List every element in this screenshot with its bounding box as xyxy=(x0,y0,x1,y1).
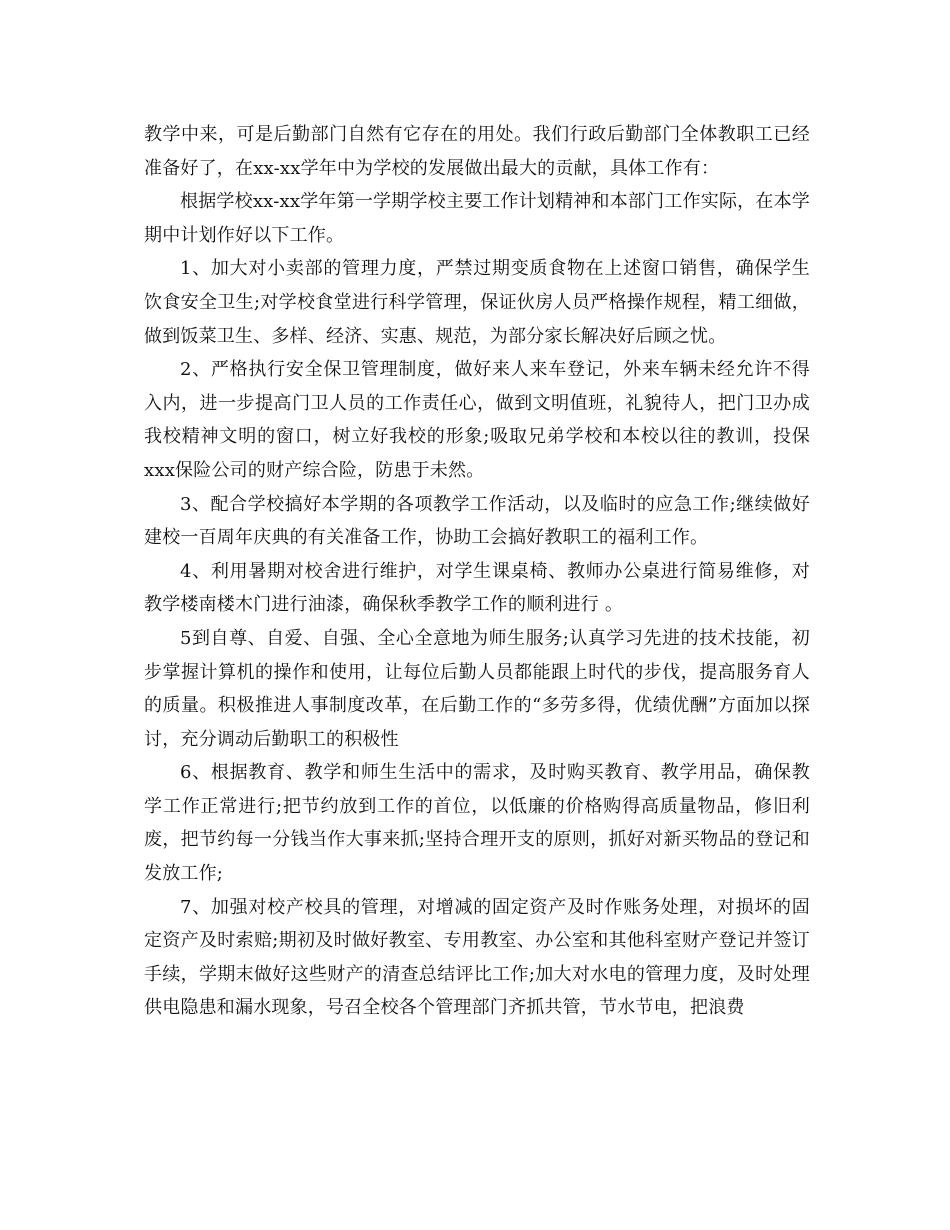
paragraph-item-2: 2、严格执行安全保卫管理制度，做好来人来车登记，外来车辆未经允许不得入内，进一步提高门卫人员的工作责任心，做到文明值班，礼貌待人，把门卫办成我校精神文明的窗口，树立好我校的形象;吸取兄弟学校和本校以往的教训，投保xxx保险公司的财产综合险，防患于未然。 xyxy=(144,359,810,481)
document-body xyxy=(144,118,810,1025)
paragraph-plan-basis: 根据学校xx-xx学年第一学期学校主要工作计划精神和本部门工作实际，在本学期中计划作好以下工作。 xyxy=(144,191,810,246)
paragraph-item-4: 4、利用暑期对校舍进行维护，对学生课桌椅、教师办公桌进行简易维修，对教学楼南楼木门进行油漆，确保秋季教学工作的顺利进行 。 xyxy=(144,560,810,616)
paragraph-item-7: 7、加强对校产校具的管理，对增减的固定资产及时作账务处理，对损坏的固定资产及时索赔;期初及时做好教室、专用教室、办公室和其他科室财产登记并签订手续，学期末做好这些财产的清查总结评比工作;加大对水电的管理力度，及时处理供电隐患和漏水现象，号召全校各个管理部门齐抓共管，节水节电，把浪费 xyxy=(144,896,810,1019)
paragraph-continued-intro: 教学中来，可是后勤部门自然有它存在的用处。我们行政后勤部门全体教职工已经准备好了，在xx-xx学年中为学校的发展做出最大的贡献，具体工作有： xyxy=(144,124,810,179)
paragraph-item-1: 1、加大对小卖部的管理力度，严禁过期变质食物在上述窗口销售，确保学生饮食安全卫生;对学校食堂进行科学管理，保证伙房人员严格操作规程，精工细做，做到饭菜卫生、多样、经济、实惠、规范，为部分家长解决好后顾之忧。 xyxy=(144,258,810,347)
paragraph-item-6: 6、根据教育、教学和师生生活中的需求，及时购买教育、教学用品，确保教学工作正常进行;把节约放到工作的首位，以低廉的价格购得高质量物品，修旧利废，把节约每一分钱当作大事来抓;坚持合理开支的原则，抓好对新买物品的登记和发放工作; xyxy=(144,762,810,885)
paragraph-item-5: 5到自尊、自爱、自强、全心全意地为师生服务;认真学习先进的技术技能，初步掌握计算机的操作和使用，让每位后勤人员都能跟上时代的步伐，提高服务育人的质量。积极推进人事制度改革，在后勤工作的“多劳多得，优绩优酬”方面加以探讨，充分调动后勤职工的积极性 xyxy=(144,627,810,750)
paragraph-item-3: 3、配合学校搞好本学期的各项教学工作活动，以及临时的应急工作;继续做好建校一百周年庆典的有关准备工作，协助工会搞好教职工的福利工作。 xyxy=(144,493,810,549)
